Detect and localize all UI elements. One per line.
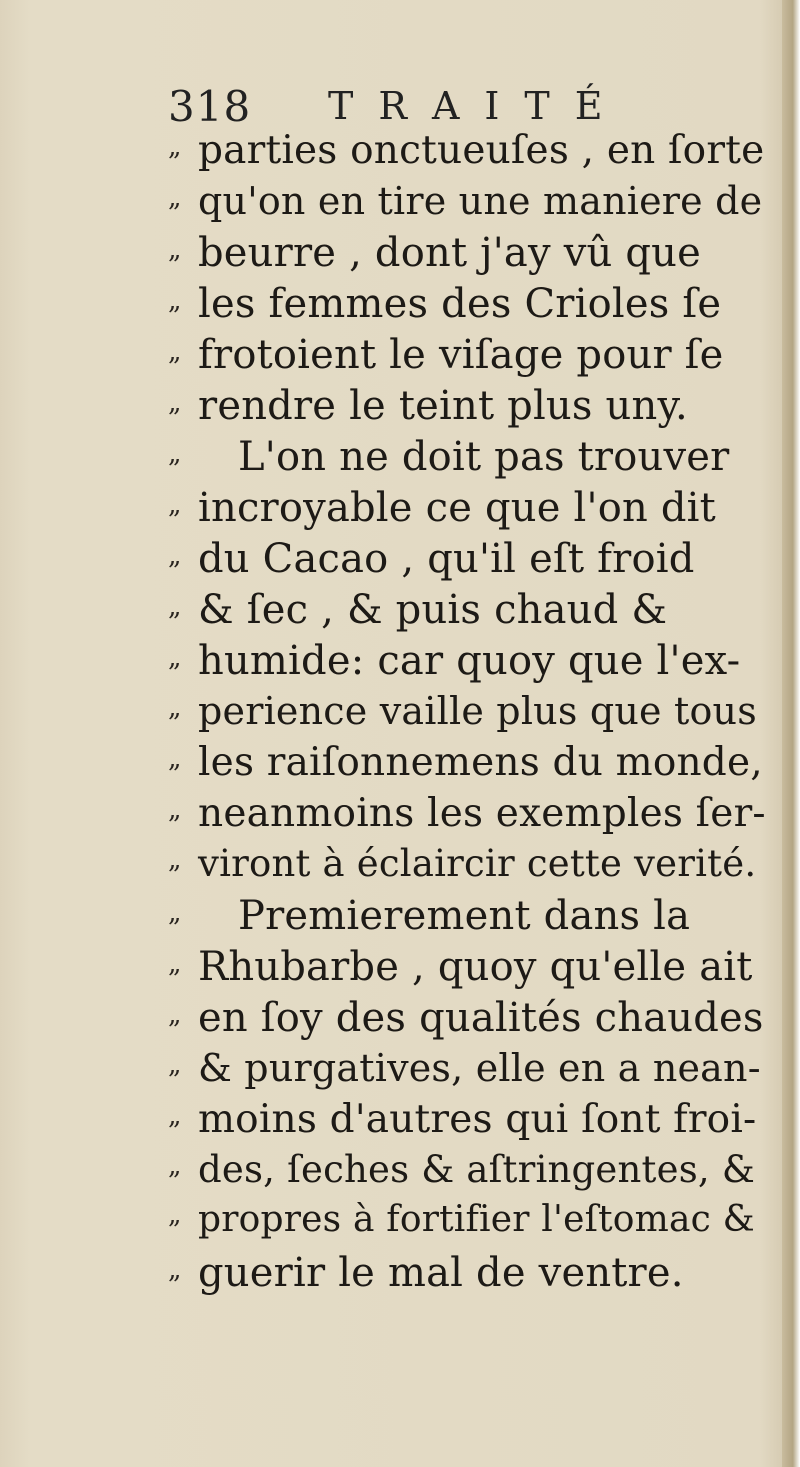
line-text: du Cacao , qu'il eſt froid (198, 536, 695, 582)
quote-mark: „ (168, 286, 182, 316)
line-text: propres à fortifier l'eſtomac & (198, 1199, 755, 1240)
text-line (168, 536, 768, 587)
text-line (168, 689, 768, 740)
quote-mark: „ (168, 795, 182, 825)
text-line (168, 1097, 768, 1148)
text-line (168, 281, 768, 332)
quote-mark: „ (168, 490, 182, 520)
quote-mark: „ (168, 183, 182, 213)
text-line (168, 128, 768, 179)
text-line (168, 1046, 768, 1097)
quote-mark: „ (168, 643, 182, 673)
text-line (168, 638, 768, 689)
line-text: & ſec , & puis chaud & (198, 587, 668, 633)
quote-mark: „ (168, 388, 182, 418)
text-line (168, 893, 768, 944)
line-text: les femmes des Crioles ſe (198, 281, 722, 327)
text-line (168, 230, 768, 281)
quote-mark: „ (168, 1101, 182, 1131)
text-line (168, 1148, 768, 1199)
line-text: perience vaille plus que tous (198, 689, 757, 733)
quote-mark: „ (168, 898, 182, 928)
line-text: viront à éclaircir cette verité. (198, 842, 757, 885)
line-text: neanmoins les exemples ſer- (198, 791, 766, 836)
quote-mark: „ (168, 744, 182, 774)
quote-mark: „ (168, 1255, 182, 1285)
line-text: qu'on en tire une maniere de (198, 179, 763, 223)
text-line (168, 332, 768, 383)
quote-mark: „ (168, 1000, 182, 1030)
quote-mark: „ (168, 693, 182, 723)
text-line (168, 740, 768, 791)
text-line (168, 1250, 768, 1301)
text-line (168, 1199, 768, 1250)
line-text: frotoient le viſage pour ſe (198, 332, 724, 378)
text-line (168, 434, 768, 485)
line-text: des, ſeches & aſtringentes, & (198, 1148, 755, 1191)
quote-mark: „ (168, 1151, 182, 1181)
text-line (168, 587, 768, 638)
line-text: beurre , dont j'ay vû que (198, 230, 702, 276)
quote-mark: „ (168, 1200, 182, 1230)
quote-mark: „ (168, 541, 182, 571)
line-text: rendre le teint plus uny. (198, 383, 688, 429)
quote-mark: „ (168, 845, 182, 875)
line-text: les raiſonnemens du monde, (198, 740, 763, 785)
quote-mark: „ (168, 132, 182, 162)
line-text: L'on ne doit pas trouver (238, 434, 730, 480)
line-text: guerir le mal de ventre. (198, 1250, 684, 1296)
text-line (168, 383, 768, 434)
quote-mark: „ (168, 337, 182, 367)
text-line (168, 995, 768, 1046)
quote-mark: „ (168, 235, 182, 265)
line-text: moins d'autres qui ſont froi- (198, 1097, 757, 1142)
text-line (168, 791, 768, 842)
text-line (168, 842, 768, 893)
quote-mark: „ (168, 949, 182, 979)
text-line (168, 179, 768, 230)
page-edge (782, 0, 800, 1467)
line-text: Premierement dans la (238, 893, 691, 939)
page-number: 318 (168, 82, 252, 131)
line-text: parties onctueuſes , en ſorte (198, 128, 765, 173)
text-line (168, 485, 768, 536)
line-text: incroyable ce que l'on dit (198, 485, 716, 531)
line-text: humide: car quoy que l'ex- (198, 638, 741, 684)
text-body (168, 128, 768, 1301)
quote-mark: „ (168, 439, 182, 469)
quote-mark: „ (168, 1050, 182, 1080)
line-text: & purgatives, elle en a nean- (198, 1046, 761, 1090)
line-text: Rhubarbe , quoy qu'elle ait (198, 944, 753, 990)
running-title: TRAITÉ (328, 84, 628, 128)
quote-mark: „ (168, 592, 182, 622)
line-text: en ſoy des qualités chaudes (198, 995, 764, 1041)
text-line (168, 944, 768, 995)
